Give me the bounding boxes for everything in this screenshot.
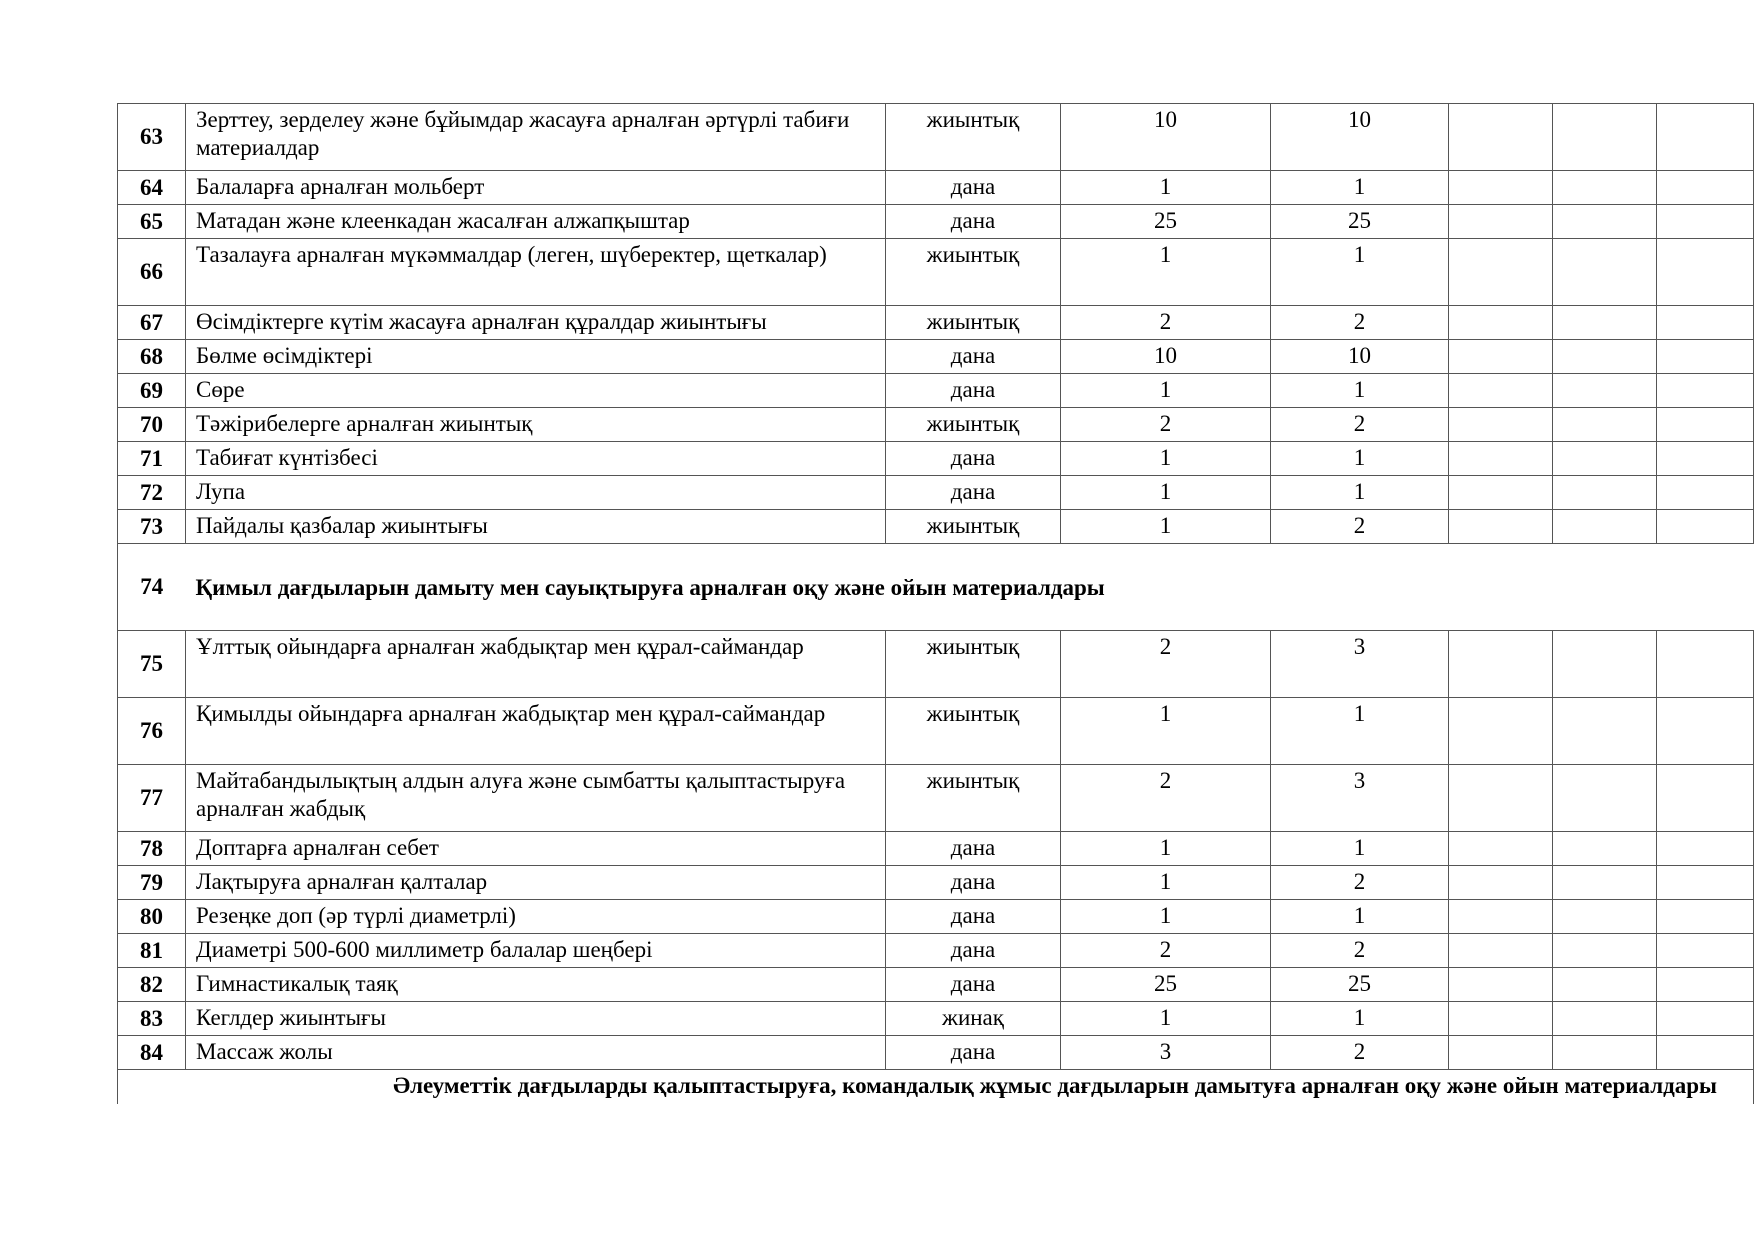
empty-cell bbox=[1657, 698, 1754, 765]
empty-cell bbox=[1449, 171, 1553, 205]
table-row bbox=[118, 765, 1754, 832]
unit-of-measure: жиынтық bbox=[886, 765, 1061, 832]
quantity-required: 1 bbox=[1061, 442, 1271, 476]
empty-cell bbox=[1449, 1002, 1553, 1036]
unit-of-measure: дана bbox=[886, 205, 1061, 239]
unit-of-measure: жиынтық bbox=[886, 698, 1061, 765]
empty-cell bbox=[1553, 832, 1657, 866]
table-row bbox=[118, 340, 1754, 374]
quantity-available: 3 bbox=[1271, 765, 1449, 832]
next-section-title: Әлеуметтік дағдыларды қалыптастыруға, командалық жұмыс дағдыларын дамытуға арналған оқу және ойын материалдары bbox=[118, 1070, 1754, 1105]
quantity-available: 2 bbox=[1271, 408, 1449, 442]
table-row bbox=[118, 698, 1754, 765]
empty-cell bbox=[1657, 900, 1754, 934]
unit-of-measure: дана bbox=[886, 171, 1061, 205]
row-number: 75 bbox=[118, 631, 186, 698]
empty-cell bbox=[1553, 408, 1657, 442]
unit-of-measure: дана bbox=[886, 934, 1061, 968]
empty-cell bbox=[1657, 866, 1754, 900]
table-row bbox=[118, 239, 1754, 306]
unit-of-measure: жиынтық bbox=[886, 306, 1061, 340]
empty-cell bbox=[1553, 765, 1657, 832]
section-row-group bbox=[118, 544, 1754, 631]
quantity-required: 1 bbox=[1061, 900, 1271, 934]
item-name: Балаларға арналған мольберт bbox=[186, 171, 886, 205]
table-row bbox=[118, 408, 1754, 442]
empty-cell bbox=[1449, 442, 1553, 476]
empty-cell bbox=[1657, 968, 1754, 1002]
quantity-available: 2 bbox=[1271, 866, 1449, 900]
unit-of-measure: жиынтық bbox=[886, 510, 1061, 544]
row-number: 65 bbox=[118, 205, 186, 239]
item-name: Пайдалы қазбалар жиынтығы bbox=[186, 510, 886, 544]
empty-cell bbox=[1553, 934, 1657, 968]
quantity-required: 2 bbox=[1061, 408, 1271, 442]
table-row bbox=[118, 171, 1754, 205]
quantity-available: 25 bbox=[1271, 205, 1449, 239]
empty-cell bbox=[1553, 866, 1657, 900]
empty-cell bbox=[1553, 968, 1657, 1002]
unit-of-measure: жиынтық bbox=[886, 239, 1061, 306]
empty-cell bbox=[1449, 866, 1553, 900]
quantity-available: 2 bbox=[1271, 510, 1449, 544]
section-header-row bbox=[118, 544, 1754, 631]
item-name: Майтабандылықтың алдын алуға және сымбатты қалыптастыруға арналған жабдық bbox=[186, 765, 886, 832]
quantity-required: 1 bbox=[1061, 374, 1271, 408]
table-row bbox=[118, 442, 1754, 476]
empty-cell bbox=[1553, 1036, 1657, 1070]
table-row bbox=[118, 832, 1754, 866]
quantity-available: 2 bbox=[1271, 306, 1449, 340]
empty-cell bbox=[1657, 1002, 1754, 1036]
unit-of-measure: дана bbox=[886, 340, 1061, 374]
unit-of-measure: жиынтық bbox=[886, 408, 1061, 442]
item-name: Доптарға арналған себет bbox=[186, 832, 886, 866]
quantity-required: 1 bbox=[1061, 510, 1271, 544]
quantity-available: 25 bbox=[1271, 968, 1449, 1002]
item-name: Ұлттық ойындарға арналған жабдықтар мен құрал-саймандар bbox=[186, 631, 886, 698]
quantity-available: 10 bbox=[1271, 340, 1449, 374]
empty-cell bbox=[1657, 408, 1754, 442]
empty-cell bbox=[1449, 968, 1553, 1002]
empty-cell bbox=[1657, 510, 1754, 544]
materials-table bbox=[117, 103, 1754, 1104]
unit-of-measure: дана bbox=[886, 374, 1061, 408]
empty-cell bbox=[1449, 205, 1553, 239]
table-row bbox=[118, 1036, 1754, 1070]
row-number: 76 bbox=[118, 698, 186, 765]
row-number: 70 bbox=[118, 408, 186, 442]
quantity-required: 3 bbox=[1061, 1036, 1271, 1070]
quantity-available: 2 bbox=[1271, 934, 1449, 968]
empty-cell bbox=[1449, 934, 1553, 968]
item-name: Диаметрі 500-600 миллиметр балалар шеңбері bbox=[186, 934, 886, 968]
empty-cell bbox=[1449, 832, 1553, 866]
unit-of-measure: дана bbox=[886, 900, 1061, 934]
table-row bbox=[118, 631, 1754, 698]
quantity-required: 10 bbox=[1061, 104, 1271, 171]
empty-cell bbox=[1553, 104, 1657, 171]
empty-cell bbox=[1657, 631, 1754, 698]
table-row bbox=[118, 968, 1754, 1002]
row-number: 63 bbox=[118, 104, 186, 171]
quantity-required: 2 bbox=[1061, 306, 1271, 340]
item-name: Гимнастикалық таяқ bbox=[186, 968, 886, 1002]
empty-cell bbox=[1553, 476, 1657, 510]
item-name: Резеңке доп (әр түрлі диаметрлі) bbox=[186, 900, 886, 934]
quantity-required: 10 bbox=[1061, 340, 1271, 374]
quantity-available: 1 bbox=[1271, 698, 1449, 765]
row-number: 72 bbox=[118, 476, 186, 510]
empty-cell bbox=[1657, 239, 1754, 306]
quantity-required: 1 bbox=[1061, 476, 1271, 510]
quantity-available: 1 bbox=[1271, 171, 1449, 205]
empty-cell bbox=[1657, 104, 1754, 171]
empty-cell bbox=[1553, 1002, 1657, 1036]
empty-cell bbox=[1553, 374, 1657, 408]
empty-cell bbox=[1449, 306, 1553, 340]
empty-cell bbox=[1449, 900, 1553, 934]
item-name: Матадан және клеенкадан жасалған алжапқыштар bbox=[186, 205, 886, 239]
empty-cell bbox=[1553, 631, 1657, 698]
quantity-required: 1 bbox=[1061, 1002, 1271, 1036]
empty-cell bbox=[1449, 698, 1553, 765]
table-row bbox=[118, 205, 1754, 239]
quantity-required: 25 bbox=[1061, 205, 1271, 239]
item-name: Массаж жолы bbox=[186, 1036, 886, 1070]
empty-cell bbox=[1553, 239, 1657, 306]
table-body-part-1 bbox=[118, 104, 1754, 544]
quantity-required: 2 bbox=[1061, 631, 1271, 698]
row-number: 77 bbox=[118, 765, 186, 832]
section-number: 74 bbox=[118, 544, 186, 631]
empty-cell bbox=[1553, 510, 1657, 544]
unit-of-measure: дана bbox=[886, 476, 1061, 510]
quantity-available: 1 bbox=[1271, 900, 1449, 934]
unit-of-measure: жиынтық bbox=[886, 104, 1061, 171]
row-number: 66 bbox=[118, 239, 186, 306]
quantity-available: 1 bbox=[1271, 476, 1449, 510]
table-row bbox=[118, 476, 1754, 510]
item-name: Өсімдіктерге күтім жасауға арналған құралдар жиынтығы bbox=[186, 306, 886, 340]
empty-cell bbox=[1449, 239, 1553, 306]
item-name: Табиғат күнтізбесі bbox=[186, 442, 886, 476]
table-row bbox=[118, 900, 1754, 934]
empty-cell bbox=[1449, 476, 1553, 510]
empty-cell bbox=[1449, 765, 1553, 832]
row-number: 78 bbox=[118, 832, 186, 866]
row-number: 73 bbox=[118, 510, 186, 544]
empty-cell bbox=[1657, 476, 1754, 510]
unit-of-measure: дана bbox=[886, 1036, 1061, 1070]
empty-cell bbox=[1553, 698, 1657, 765]
quantity-required: 1 bbox=[1061, 866, 1271, 900]
quantity-available: 1 bbox=[1271, 442, 1449, 476]
empty-cell bbox=[1449, 340, 1553, 374]
item-name: Қимылды ойындарға арналған жабдықтар мен құрал-саймандар bbox=[186, 698, 886, 765]
table-row bbox=[118, 934, 1754, 968]
empty-cell bbox=[1553, 306, 1657, 340]
empty-cell bbox=[1553, 205, 1657, 239]
empty-cell bbox=[1657, 340, 1754, 374]
row-number: 71 bbox=[118, 442, 186, 476]
quantity-required: 25 bbox=[1061, 968, 1271, 1002]
unit-of-measure: дана bbox=[886, 442, 1061, 476]
empty-cell bbox=[1657, 442, 1754, 476]
unit-of-measure: жиынтық bbox=[886, 631, 1061, 698]
quantity-required: 1 bbox=[1061, 832, 1271, 866]
empty-cell bbox=[1449, 104, 1553, 171]
empty-cell bbox=[1657, 171, 1754, 205]
table-row bbox=[118, 374, 1754, 408]
item-name: Бөлме өсімдіктері bbox=[186, 340, 886, 374]
empty-cell bbox=[1553, 900, 1657, 934]
table-row bbox=[118, 104, 1754, 171]
empty-cell bbox=[1449, 1036, 1553, 1070]
empty-cell bbox=[1553, 171, 1657, 205]
row-number: 79 bbox=[118, 866, 186, 900]
item-name: Тәжірибелерге арналған жиынтық bbox=[186, 408, 886, 442]
unit-of-measure: дана bbox=[886, 968, 1061, 1002]
row-number: 82 bbox=[118, 968, 186, 1002]
empty-cell bbox=[1657, 306, 1754, 340]
footer-row-group bbox=[118, 1070, 1754, 1105]
item-name: Лупа bbox=[186, 476, 886, 510]
empty-cell bbox=[1657, 374, 1754, 408]
row-number: 68 bbox=[118, 340, 186, 374]
quantity-required: 1 bbox=[1061, 239, 1271, 306]
next-section-row bbox=[118, 1070, 1754, 1105]
item-name: Сөре bbox=[186, 374, 886, 408]
empty-cell bbox=[1449, 408, 1553, 442]
unit-of-measure: жинақ bbox=[886, 1002, 1061, 1036]
quantity-available: 1 bbox=[1271, 239, 1449, 306]
empty-cell bbox=[1449, 374, 1553, 408]
quantity-available: 1 bbox=[1271, 832, 1449, 866]
empty-cell bbox=[1449, 510, 1553, 544]
empty-cell bbox=[1657, 205, 1754, 239]
item-name: Кеглдер жиынтығы bbox=[186, 1002, 886, 1036]
item-name: Лақтыруға арналған қалталар bbox=[186, 866, 886, 900]
quantity-required: 1 bbox=[1061, 171, 1271, 205]
empty-cell bbox=[1553, 442, 1657, 476]
section-title: Қимыл дағдыларын дамыту мен сауықтыруға арналған оқу және ойын материалдары bbox=[186, 544, 1754, 631]
item-name: Зерттеу, зерделеу және бұйымдар жасауға арналған әртүрлі табиғи материалдар bbox=[186, 104, 886, 171]
table-row bbox=[118, 510, 1754, 544]
item-name: Тазалауға арналған мүкәммалдар (леген, шүберектер, щеткалар) bbox=[186, 239, 886, 306]
table-row bbox=[118, 866, 1754, 900]
quantity-available: 3 bbox=[1271, 631, 1449, 698]
row-number: 80 bbox=[118, 900, 186, 934]
row-number: 84 bbox=[118, 1036, 186, 1070]
empty-cell bbox=[1449, 631, 1553, 698]
quantity-required: 2 bbox=[1061, 934, 1271, 968]
empty-cell bbox=[1657, 934, 1754, 968]
empty-cell bbox=[1553, 340, 1657, 374]
quantity-required: 1 bbox=[1061, 698, 1271, 765]
row-number: 83 bbox=[118, 1002, 186, 1036]
table-row bbox=[118, 306, 1754, 340]
quantity-available: 2 bbox=[1271, 1036, 1449, 1070]
row-number: 69 bbox=[118, 374, 186, 408]
unit-of-measure: дана bbox=[886, 866, 1061, 900]
row-number: 67 bbox=[118, 306, 186, 340]
table-row bbox=[118, 1002, 1754, 1036]
row-number: 81 bbox=[118, 934, 186, 968]
table-body-part-2 bbox=[118, 631, 1754, 1070]
quantity-available: 1 bbox=[1271, 1002, 1449, 1036]
row-number: 64 bbox=[118, 171, 186, 205]
quantity-available: 10 bbox=[1271, 104, 1449, 171]
empty-cell bbox=[1657, 765, 1754, 832]
quantity-available: 1 bbox=[1271, 374, 1449, 408]
empty-cell bbox=[1657, 832, 1754, 866]
quantity-required: 2 bbox=[1061, 765, 1271, 832]
unit-of-measure: дана bbox=[886, 832, 1061, 866]
empty-cell bbox=[1657, 1036, 1754, 1070]
